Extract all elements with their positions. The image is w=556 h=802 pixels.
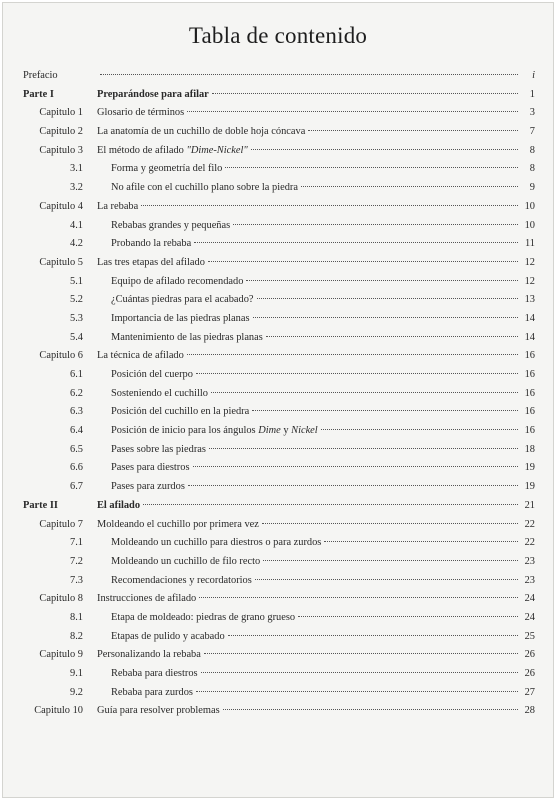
toc-entry-page: 23 [524, 555, 535, 567]
dot-leader [199, 597, 518, 598]
toc-entry [23, 609, 535, 628]
toc-entry-title: Mantenimiento de las piedras planas [111, 331, 263, 343]
toc-entry-page: 19 [524, 462, 535, 474]
toc-entry-label: Capitulo 1 [39, 107, 83, 119]
toc-entry-title: La técnica de afilado [97, 350, 184, 362]
dot-leader [143, 504, 518, 505]
toc-entry-label: Capitulo 4 [39, 200, 83, 212]
toc-entry [23, 67, 535, 86]
toc-entry-page: 22 [524, 537, 535, 549]
dot-leader [223, 709, 518, 710]
toc-entry [23, 198, 535, 217]
toc-entry [23, 160, 535, 179]
page-title: Tabla de contenido [188, 23, 368, 48]
dot-leader [193, 466, 519, 467]
toc-entry-label: 7.1 [70, 537, 83, 549]
toc-entry-title: Pases para zurdos [111, 481, 185, 493]
toc-entry-title: Etapas de pulido y acabado [111, 630, 225, 642]
dot-leader [225, 167, 518, 168]
toc-entry-title: La rebaba [97, 200, 139, 212]
toc-entry-title: Rebaba para zurdos [111, 686, 193, 698]
toc-entry [23, 291, 535, 310]
toc-entry [23, 516, 535, 535]
toc-entry-title: Posición de inicio para los ángulos Dime y Nickel [111, 425, 318, 437]
toc-entry-title: Instrucciones de afilado [97, 593, 197, 605]
toc-entry-label: 6.5 [70, 443, 83, 455]
toc-entry-title: Moldeando un cuchillo de filo recto [111, 555, 261, 567]
dot-leader [251, 149, 518, 150]
toc-entry-label: Capitulo 2 [39, 126, 83, 138]
toc-entry [23, 142, 535, 161]
toc-entry-label: 3.2 [70, 182, 83, 194]
toc-entry-page: 16 [524, 387, 535, 399]
dot-leader [211, 392, 518, 393]
dot-leader [262, 523, 518, 524]
toc-entry-label: 7.2 [70, 555, 83, 567]
toc-entry-page: 9 [529, 182, 535, 194]
toc-entry-title: ¿Cuántas piedras para el acabado? [111, 294, 254, 306]
toc-entry-label: 5.1 [70, 275, 83, 287]
toc-entry-label: 5.2 [70, 294, 83, 306]
toc-entry-page: 26 [524, 649, 535, 661]
toc-entry-page: 16 [524, 350, 535, 362]
toc-entry-label: 8.1 [70, 611, 83, 623]
toc-entry [23, 347, 535, 366]
toc-entry-page: 16 [524, 369, 535, 380]
toc-entry [23, 459, 535, 478]
toc-entry [23, 273, 535, 292]
toc-entry [23, 628, 535, 647]
toc-entry-label: 5.3 [70, 312, 83, 324]
toc-entry-label: 6.1 [70, 369, 83, 380]
dot-leader [252, 410, 518, 411]
dot-leader [212, 93, 518, 94]
toc-entry-label: Capitulo 7 [39, 518, 83, 530]
toc-entry-title: Pases sobre las piedras [111, 443, 206, 455]
toc-entry-page: 18 [524, 443, 535, 455]
toc-entry-title: Sosteniendo el cuchillo [111, 387, 208, 399]
toc-entry [23, 572, 535, 591]
toc-entry-label: Capitulo 9 [39, 649, 83, 661]
toc-entry-title: Preparándose para afilar [97, 88, 209, 100]
toc-entry-title: Posición del cuerpo [111, 369, 193, 380]
dot-leader [100, 74, 518, 75]
toc-entry-label: 5.4 [70, 331, 83, 343]
toc-entry-page: 10 [524, 219, 535, 231]
toc-entry-page: 16 [524, 425, 535, 437]
toc-entry-page: 27 [524, 686, 535, 698]
toc-entry-label: 7.3 [70, 574, 83, 586]
toc-entry-label: Capitulo 6 [39, 350, 83, 362]
toc-entry-title: Rebaba para diestros [111, 668, 198, 679]
toc-entry-title: Glosario de términos [97, 107, 185, 119]
dot-leader [187, 354, 518, 355]
toc-entry-page: 13 [524, 294, 535, 306]
toc-entry-label: Parte I [23, 88, 54, 100]
toc-entry-label: 6.7 [70, 481, 83, 493]
toc-entry [23, 329, 535, 348]
toc-entry [23, 403, 535, 422]
toc-entry-label: Capitulo 5 [39, 256, 83, 268]
toc-entry-title: Importancia de las piedras planas [111, 312, 250, 324]
dot-leader [266, 336, 518, 337]
dot-leader [308, 130, 518, 131]
dot-leader [324, 541, 518, 542]
toc-entry [23, 478, 535, 497]
dot-leader [298, 616, 518, 617]
book-page [2, 2, 554, 798]
toc-entry-page: 14 [524, 312, 535, 324]
toc-entry-page: 1 [529, 88, 535, 100]
toc-entry-title: Posición del cuchillo en la piedra [111, 406, 250, 418]
toc-entry-title: El método de afilado "Dime-Nickel" [97, 144, 248, 156]
toc-entry-page: 7 [529, 126, 535, 138]
dot-leader [255, 579, 518, 580]
toc-entry [23, 235, 535, 254]
dot-leader [301, 186, 518, 187]
toc-entry-label: 3.1 [70, 163, 83, 175]
dot-leader [196, 691, 518, 692]
toc-entry-page: 23 [524, 574, 535, 586]
toc-entry-title: Forma y geometría del filo [111, 163, 223, 175]
toc-entry-title: Etapa de moldeado: piedras de grano grueso [111, 611, 296, 623]
toc-entry-page: 28 [524, 705, 535, 717]
toc-entry-page: 21 [524, 499, 535, 511]
toc-entry [23, 310, 535, 329]
dot-leader [228, 635, 518, 636]
toc-entry [23, 254, 535, 273]
dot-leader [201, 672, 518, 673]
toc-entry-label: 6.3 [70, 406, 83, 418]
toc-entry-label: Capitulo 10 [34, 705, 83, 717]
toc-entry [23, 553, 535, 572]
toc-entry [23, 497, 535, 516]
toc-entry-page: 10 [524, 200, 535, 212]
toc-entry-page: 12 [524, 275, 535, 287]
toc-entry-label: Capitulo 8 [39, 593, 83, 605]
dot-leader [204, 653, 518, 654]
toc-entry-label: 6.6 [70, 462, 83, 474]
dot-leader [141, 205, 518, 206]
toc-entry-title: Recomendaciones y recordatorios [111, 574, 252, 586]
dot-leader [263, 560, 518, 561]
toc-entry-page: 3 [529, 107, 535, 119]
toc-entry-label: 8.2 [70, 630, 83, 642]
toc-entry [23, 684, 535, 703]
dot-leader [194, 242, 518, 243]
toc-entry-page: 22 [524, 518, 535, 530]
toc-entry [23, 217, 535, 236]
toc-entry [23, 702, 535, 721]
dot-leader [209, 448, 518, 449]
toc-entry-title: Probando la rebaba [111, 238, 192, 250]
toc-entry [23, 646, 535, 665]
toc-entry [23, 665, 535, 684]
toc-entry [23, 104, 535, 123]
toc-entry [23, 590, 535, 609]
toc-entry [23, 123, 535, 142]
dot-leader [187, 111, 518, 112]
dot-leader [253, 317, 519, 318]
toc-entry [23, 441, 535, 460]
toc-entry-page: 12 [524, 256, 535, 268]
toc-entry-label: 4.2 [70, 238, 83, 250]
dot-leader [246, 280, 518, 281]
toc-entry-title: No afile con el cuchillo plano sobre la piedra [111, 182, 298, 194]
toc-entry-title: Personalizando la rebaba [97, 649, 201, 661]
toc-entry [23, 86, 535, 105]
toc-entry-title: La anatomía de un cuchillo de doble hoja cóncava [97, 126, 306, 138]
toc-entry [23, 385, 535, 404]
dot-leader [208, 261, 518, 262]
toc-entry-page: 19 [524, 481, 535, 493]
toc-entry-page: 24 [524, 611, 535, 623]
toc-entry-page: 16 [524, 406, 535, 418]
toc-entry-page: 25 [524, 630, 535, 642]
toc-entry-label: Prefacio [23, 70, 58, 81]
toc-entry-label: Parte II [23, 499, 58, 511]
toc-entry [23, 422, 535, 441]
dot-leader [257, 298, 518, 299]
toc-entry [23, 179, 535, 198]
toc-entry-page: 8 [529, 163, 535, 175]
toc-entry-page: 11 [524, 238, 535, 250]
toc-entry-title: Rebabas grandes y pequeñas [111, 219, 231, 231]
toc-entry-label: 9.1 [70, 668, 83, 679]
toc-entry-title: Equipo de afilado recomendado [111, 275, 244, 287]
toc-entry-title: Guía para resolver problemas [97, 705, 220, 717]
toc-entry-title: Moldeando un cuchillo para diestros o para zurdos [111, 537, 322, 549]
toc-entry-title: El afilado [97, 499, 141, 511]
toc-entry-label: 6.2 [70, 387, 83, 399]
dot-leader [196, 373, 518, 374]
dot-leader [321, 429, 518, 430]
toc-entry-page: 8 [529, 144, 535, 156]
toc-entry-label: 9.2 [70, 686, 83, 698]
toc-entry-page: 14 [524, 331, 535, 343]
toc-entry-title: Moldeando el cuchillo por primera vez [97, 518, 259, 530]
toc-entry-page: i [532, 70, 535, 81]
toc-entry-title: Las tres etapas del afilado [97, 256, 205, 268]
toc-entry [23, 366, 535, 385]
toc-entry-label: Capitulo 3 [39, 144, 83, 156]
toc-entry [23, 534, 535, 553]
dot-leader [233, 224, 518, 225]
toc-entry-page: 24 [524, 593, 535, 605]
dot-leader [188, 485, 518, 486]
toc-entry-page: 26 [524, 668, 535, 679]
table-of-contents [23, 67, 535, 721]
toc-entry-title: Pases para diestros [111, 462, 190, 474]
toc-entry-label: 4.1 [70, 219, 83, 231]
toc-entry-label: 6.4 [70, 425, 83, 437]
